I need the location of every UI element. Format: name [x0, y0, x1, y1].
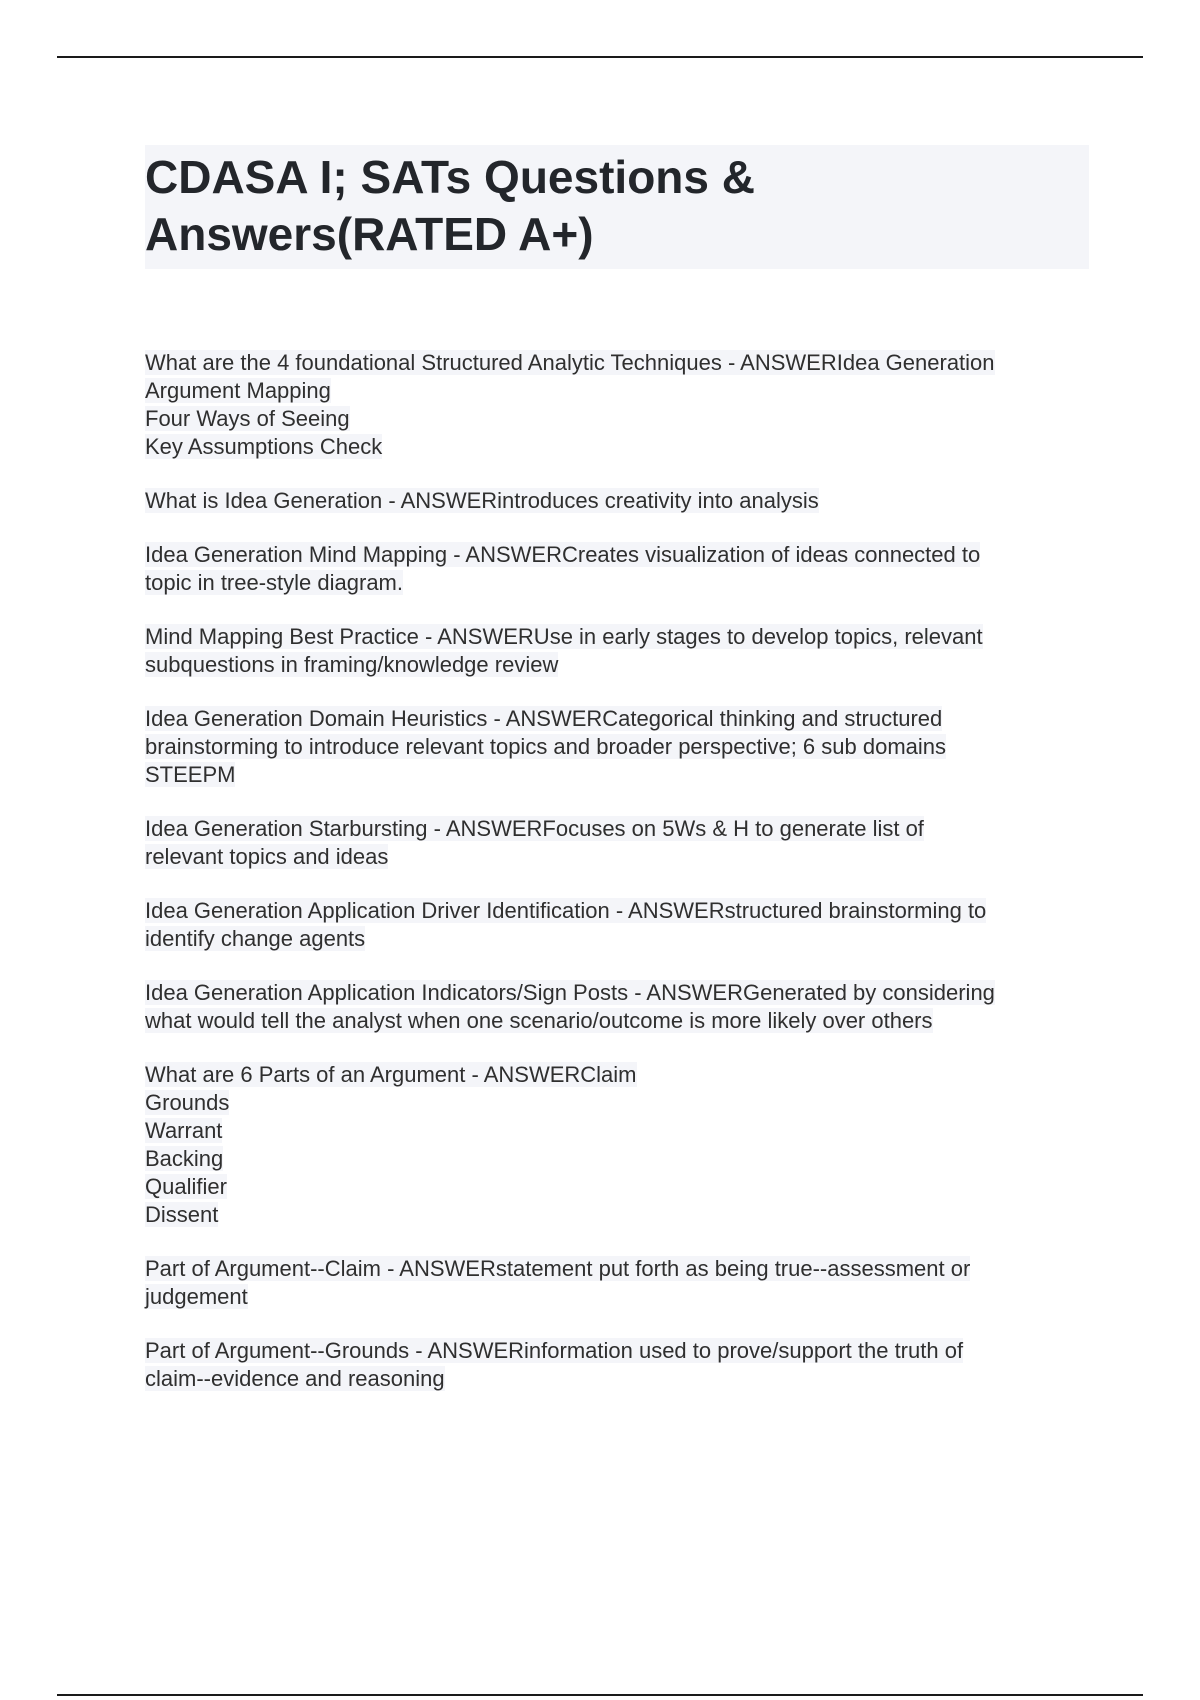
document-body — [145, 145, 1089, 1419]
qa-entry-text: Mind Mapping Best Practice - ANSWERUse in early stages to develop topics, relevant subquestions in framing/knowledge review — [145, 624, 983, 677]
qa-entry-text: What are the 4 foundational Structured Analytic Techniques - ANSWERIdea Generation Argument Mapping Four Ways of Seeing Key Assumptions Check — [145, 350, 995, 459]
bottom-rule — [57, 1694, 1143, 1696]
qa-entry — [145, 1061, 1089, 1229]
qa-entry — [145, 487, 1089, 515]
qa-entry-text: Idea Generation Domain Heuristics - ANSWERCategorical thinking and structured brainstorming to introduce relevant topics and broader perspective; 6 sub domains STEEPM — [145, 706, 947, 787]
top-rule — [57, 56, 1143, 58]
qa-entry — [145, 705, 1089, 789]
qa-entry-text: Idea Generation Starbursting - ANSWERFocuses on 5Ws & H to generate list of relevant topics and ideas — [145, 816, 924, 869]
qa-entry-text: Idea Generation Mind Mapping - ANSWERCreates visualization of ideas connected to topic in tree-style diagram. — [145, 542, 981, 595]
qa-entry — [145, 541, 1089, 597]
title-block — [145, 145, 1089, 269]
qa-entry — [145, 623, 1089, 679]
qa-entry-text: What is Idea Generation - ANSWERintroduces creativity into analysis — [145, 488, 819, 513]
qa-entry-text: Idea Generation Application Indicators/Sign Posts - ANSWERGenerated by considering what would tell the analyst when one scenario/outcome is more likely over others — [145, 980, 995, 1033]
qa-entry-text: Part of Argument--Claim - ANSWERstatement put forth as being true--assessment or judgement — [145, 1256, 971, 1309]
qa-entry — [145, 897, 1089, 953]
qa-entry — [145, 349, 1089, 461]
document-title: CDASA I; SATs Questions & Answers(RATED A+) — [145, 151, 755, 260]
qa-entry-text: Idea Generation Application Driver Identification - ANSWERstructured brainstorming to identify change agents — [145, 898, 987, 951]
qa-entry-text: Part of Argument--Grounds - ANSWERinformation used to prove/support the truth of claim--evidence and reasoning — [145, 1338, 964, 1391]
qa-list — [145, 349, 1089, 1393]
qa-entry — [145, 815, 1089, 871]
qa-entry-text: What are 6 Parts of an Argument - ANSWERClaim Grounds Warrant Backing Qualifier Dissent — [145, 1062, 637, 1227]
qa-entry — [145, 1255, 1089, 1311]
qa-entry — [145, 979, 1089, 1035]
qa-entry — [145, 1337, 1089, 1393]
